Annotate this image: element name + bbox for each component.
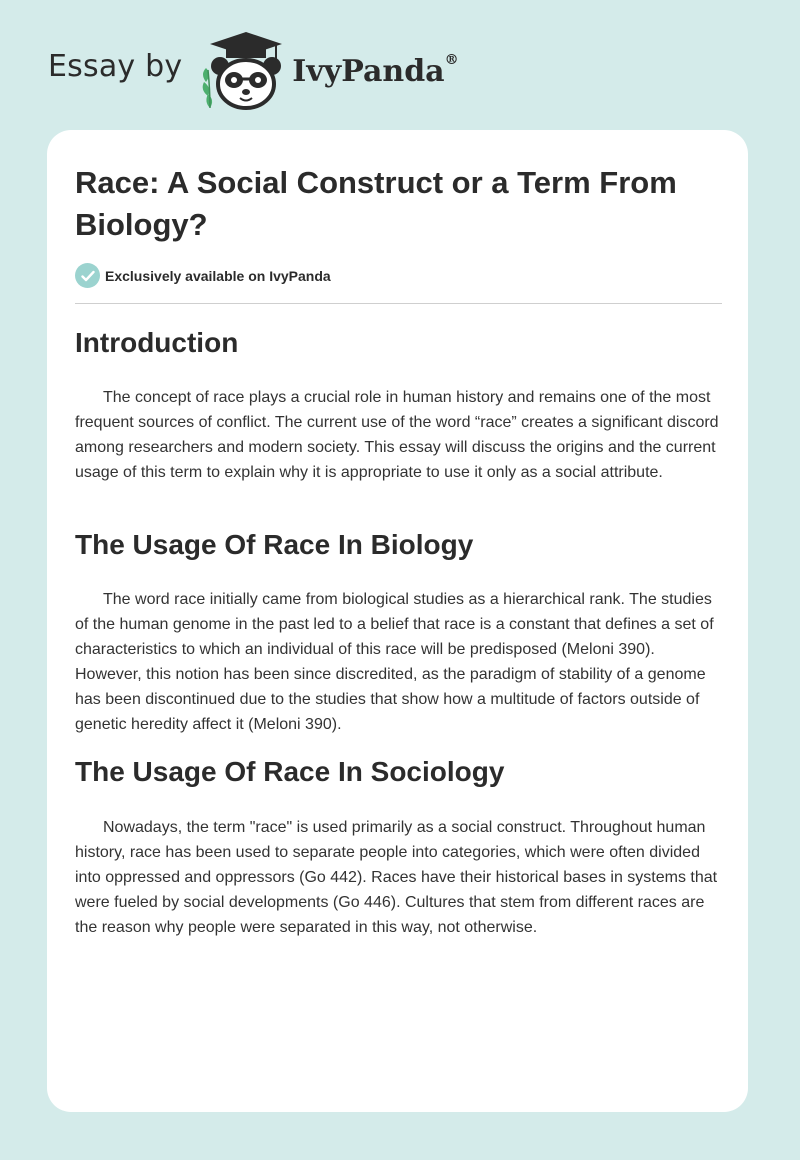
section-paragraph-introduction: The concept of race plays a crucial role in human history and remains one of the most frequent sources of conflict. The current use of the word “race” creates a significant discord among researchers and modern society. This essay will discuss the origins and the current usage of this term to explain why it is appropriate to use it only as a social attribute. <box>75 389 719 481</box>
exclusive-badge <box>75 263 331 288</box>
section-heading-biology: The Usage Of Race In Biology <box>75 529 474 560</box>
section-paragraph-sociology: Nowadays, the term "race" is used primarily as a social construct. Throughout human history, race has been used to separate people into categories, which were often divided into oppressed and oppressors (Go 442). Races have their historical bases in systems that were fueled by social developments (Go 446). Cultures that stem from different races are the reason why people were separated in this way, not otherwise. <box>75 819 718 936</box>
section-paragraph-biology: The word race initially came from biological studies as a hierarchical rank. The studies of the human genome in the past led to a belief that race is a constant that defines a set of characteristics to which an individual of this race will be predisposed (Meloni 390). However, this notion has been since discredited, as the paradigm of stability of a genome has been discontinued due to the studies that show how a multitude of factors outside of genetic heredity affect it (Meloni 390). <box>75 591 714 733</box>
brand-name[interactable]: IvyPanda® <box>292 51 459 89</box>
essay-title: Race: A Social Construct or a Term From Biology? <box>75 165 677 242</box>
section-heading-introduction: Introduction <box>75 327 239 358</box>
essay-card <box>47 130 748 1112</box>
title-divider <box>75 303 722 304</box>
check-circle-icon <box>75 263 100 288</box>
site-header <box>48 30 459 110</box>
section-heading-sociology: The Usage Of Race In Sociology <box>75 756 505 787</box>
registered-mark: ® <box>444 51 459 68</box>
exclusive-badge-text: Exclusively available on IvyPanda <box>105 267 331 284</box>
panda-logo-icon[interactable] <box>196 30 288 110</box>
essay-by-label: Essay by <box>48 48 183 84</box>
